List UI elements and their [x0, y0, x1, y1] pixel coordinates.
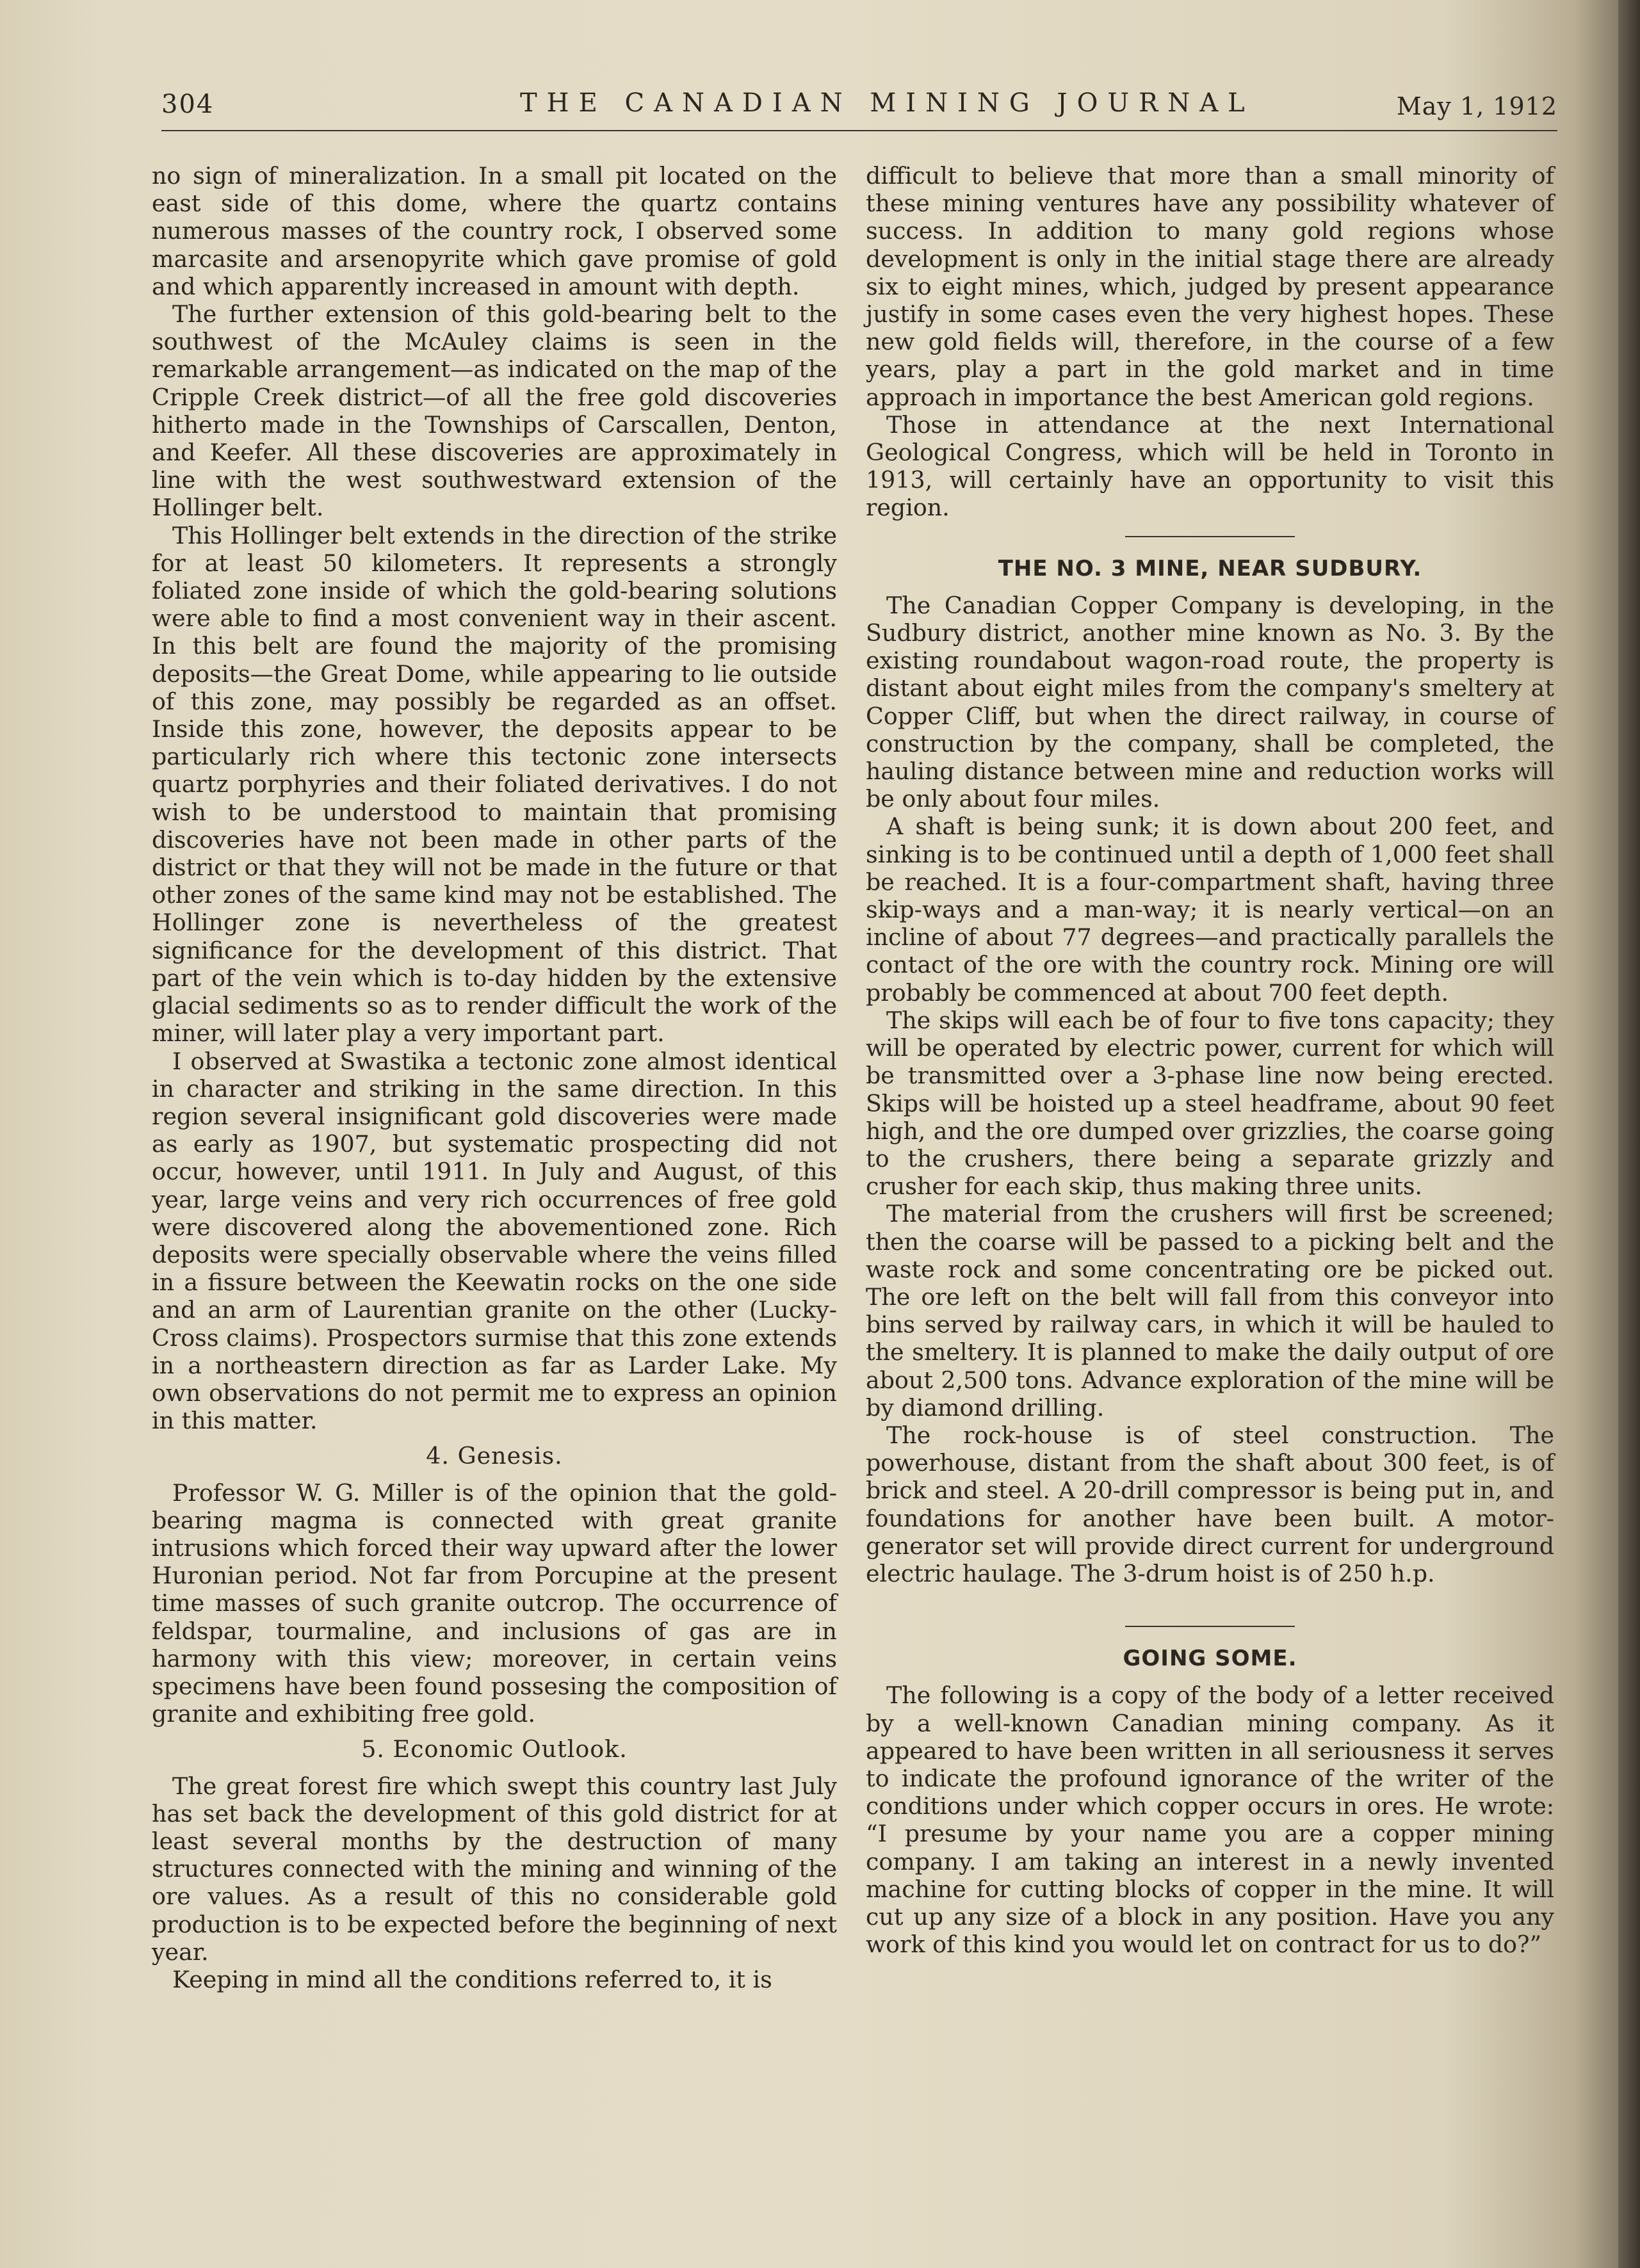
- paragraph: difficult to believe that more than a small minority of these mining ventures have any possibility whatever of success. In addition to many gold regions whose development is only in the initial stage there are already six to eight mines, which, judged by present appearance justify in some cases even the very highest hopes. These new gold fields will, therefore, in the course of a few years, play a part in the gold market and in time approach in importance the best American gold regions.: [866, 162, 1554, 411]
- article-headline-no3-mine: THE NO. 3 MINE, NEAR SUDBURY.: [998, 555, 1422, 581]
- section-divider: [1125, 536, 1295, 537]
- paragraph: I observed at Swastika a tectonic zone almost identical in character and striking in the same direction. In this region several insignificant gold discoveries were made as early as 1907, but systematic prospecting did not occur, however, until 1911. In July and August, of this year, large veins and very rich occurrences of free gold were discovered along the abovementioned zone. Rich deposits were specially observable where the veins filled in a fissure between the Keewatin rocks on the one side and an arm of Laurentian granite on the other (Lucky-Cross claims). Prospectors surmise that this zone extends in a northeastern direction as far as Larder Lake. My own observations do not permit me to express an opinion in this matter.: [152, 1047, 837, 1435]
- paragraph: The skips will each be of four to five tons capacity; they will be operated by electric power, current for which will be transmitted over a 3-phase line now being erected. Skips will be hoisted up a steel headframe, about 90 feet high, and the ore dumped over grizzlies, the coarse going to the crushers, there being a separate grizzly and crusher for each skip, thus making three units.: [866, 1006, 1554, 1201]
- paragraph: Keeping in mind all the conditions referred to, it is: [172, 1966, 772, 1993]
- paragraph: Those in attendance at the next International Geological Congress, which will be held in Toronto in 1913, will certainly have an opportunity to visit this region.: [866, 410, 1554, 522]
- right-column: [866, 162, 1554, 1958]
- left-column: [152, 162, 837, 1993]
- paragraph: This Hollinger belt extends in the direction of the strike for at least 50 kilometers. It represents a strongly foliated zone inside of which the gold-bearing solutions were able to find a most convenient way in their ascent. In this belt are found the majority of the promising deposits—the Great Dome, while appearing to lie outside of this zone, may possibly be regarded as an offset. Inside this zone, however, the deposits appear to be particularly rich where this tectonic zone intersects quartz porphyries and their foliated derivatives. I do not wish to be understood to maintain that promising discoveries have not been made in other parts of the district or that they will not be made in the future or that other zones of the same kind may not be established. The Hollinger zone is nevertheless of the greatest significance for the development of this district. That part of the vein which is to-day hidden by the extensive glacial sediments so as to render difficult the work of the miner, will later play a very important part.: [152, 521, 837, 1048]
- paragraph: no sign of mineralization. In a small pit located on the east side of this dome, where the quartz contains numerous masses of the country rock, I observed some marcasite and arsenopyrite which gave promise of gold and which apparently increased in amount with depth.: [152, 162, 837, 300]
- page-edge-shadow: [1618, 0, 1640, 2268]
- paragraph: The Canadian Copper Company is developing, in the Sudbury district, another mine known as No. 3. By the existing roundabout wagon-road route, the property is distant about eight miles from the company's smeltery at Copper Cliff, but when the direct railway, in course of construction by the company, shall be completed, the hauling distance between mine and reduction works will be only about four miles.: [866, 591, 1554, 813]
- paragraph: The following is a copy of the body of a letter received by a well-known Canadian mining company. As it appeared to have been written in all seriousness it serves to indicate the profound ignorance of the writer of the conditions under which copper occurs in ores. He wrote: “I presume by your name you are a copper mining company. I am taking an interest in a newly invented machine for cutting blocks of copper in the mine. It will cut up any size of a block in any position. Have you any work of this kind you would let on contract for us to do?”: [866, 1681, 1554, 1959]
- section-heading-economic-outlook: 5. Economic Outlook.: [361, 1735, 628, 1763]
- paragraph: The material from the crushers will first be screened; then the coarse will be passed to a picking belt and the waste rock and some concentrating ore be picked out. The ore left on the belt will fall from this conveyor into bins served by railway cars, in which it will be hauled to the smeltery. It is planned to make the daily output of ore about 2,500 tons. Advance exploration of the mine will be by diamond drilling.: [866, 1200, 1554, 1422]
- running-header: [161, 83, 1557, 122]
- article-headline-going-some: GOING SOME.: [1123, 1646, 1297, 1672]
- header-rule: [161, 130, 1557, 131]
- paragraph: The rock-house is of steel construction. The powerhouse, distant from the shaft about 300 feet, is of brick and steel. A 20-drill compressor is being put in, and foundations for another have been built. A motor-generator set will provide direct current for underground electric haulage. The 3-drum hoist is of 250 h.p.: [866, 1421, 1554, 1587]
- journal-title: THE CANADIAN MINING JOURNAL: [520, 88, 1254, 118]
- paragraph: A shaft is being sunk; it is down about 200 feet, and sinking is to be continued until a depth of 1,000 feet shall be reached. It is a four-compartment shaft, having three skip-ways and a man-way; it is nearly vertical—on an incline of about 77 degrees—and practically parallels the contact of the ore with the country rock. Mining ore will probably be commenced at about 700 feet depth.: [866, 813, 1554, 1007]
- page-number: 304: [161, 90, 215, 119]
- paragraph: The further extension of this gold-bearing belt to the southwest of the McAuley claims is seen in the remarkable arrangement—as indicated on the map of the Cripple Creek district—of all the free gold discoveries hitherto made in the Townships of Carscallen, Denton, and Keefer. All these discoveries are approximately in line with the west southwestward extension of the Hollinger belt.: [152, 300, 837, 522]
- paragraph: The great forest fire which swept this country last July has set back the development of this gold district for at least several months by the destruction of many structures connected with the mining and winning of the ore values. As a result of this no considerable gold production is to be expected before the beginning of next year.: [152, 1772, 837, 1966]
- issue-date: May 1, 1912: [1396, 92, 1557, 120]
- section-divider: [1125, 1626, 1295, 1627]
- paragraph: Professor W. G. Miller is of the opinion that the gold-bearing magma is connected with great granite intrusions which forced their way upward after the lower Huronian period. Not far from Porcupine at the present time masses of such granite outcrop. The occurrence of feldspar, tourmaline, and inclusions of gas are in harmony with this view; moreover, in certain veins specimens have been found possesing the composition of granite and exhibiting free gold.: [152, 1478, 837, 1728]
- section-heading-genesis: 4. Genesis.: [426, 1442, 563, 1470]
